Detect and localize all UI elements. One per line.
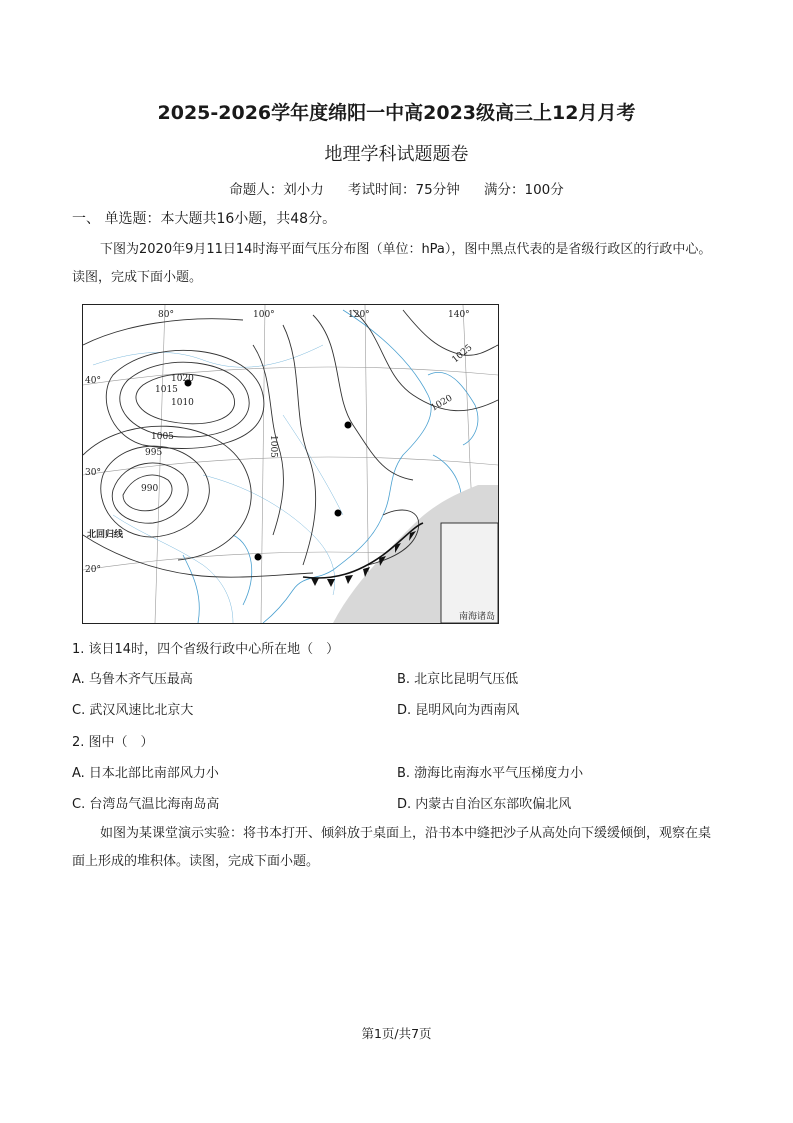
q1-option-c: C. 武汉风速比北京大 [72,703,194,718]
author-label: 命题人：刘小力 [229,182,324,198]
question-1-stem: 1. 该日14时，四个省级行政中心所在地（ ） [72,642,340,657]
lat-label: 30° [85,468,101,478]
exam-title: 2025-2026学年度绵阳一中高2023级高三上12月月考 [157,102,636,124]
lon-label: 100° [253,310,275,320]
isobar-label: 1020 [171,374,194,384]
kunming-dot [255,554,262,561]
isobar-label: 990 [141,484,159,494]
isobar-label: 1025 [450,342,475,366]
page-footer: 第1页/共7页 [361,1026,432,1041]
section-heading: 一、 单选题：本大题共16小题，共48分。 [72,211,337,227]
q2-option-a: A. 日本北部比南部风力小 [72,766,219,781]
pressure-map-figure [72,300,510,628]
q2-option-c: C. 台湾岛气温比海南岛高 [72,797,220,812]
wuhan-dot [335,510,342,517]
pressure-map-svg [83,305,498,623]
lat-label: 20° [85,565,101,575]
q1-option-d: D. 昆明风向为西南风 [397,703,520,718]
q1-option-b: B. 北京比昆明气压低 [397,672,519,687]
isobar-label: 1005 [268,435,278,458]
intro-paragraph: 下图为2020年9月11日14时海平面气压分布图（单位：hPa），图中黑点代表的是省级行政区的行政中心。读图，完成下面小题。 [72,242,712,285]
score-label: 满分：100分 [484,182,564,198]
inset-label: 南海诸岛 [459,612,496,622]
isobar-label: 1010 [171,398,194,408]
isobar-label: 995 [145,448,163,458]
south-sea-inset [441,523,498,623]
lon-label: 80° [158,310,174,320]
exam-subtitle: 地理学科试题题卷 [324,144,469,165]
q2-option-d: D. 内蒙古自治区东部吹偏北风 [397,797,572,812]
experiment-paragraph: 如图为某课堂演示实验：将书本打开、倾斜放于桌面上，沿书本中缝把沙子从高处向下缓缓倾倒，观察在桌面上形成的堆积体。读图，完成下面小题。 [72,826,712,869]
q2-option-b: B. 渤海比南海水平气压梯度力小 [397,766,584,781]
exam-meta [0,178,793,198]
lon-label: 120° [348,310,370,320]
lat-label: 40° [85,376,101,386]
capital-dots [185,380,352,561]
isobar-label: 1005 [151,432,174,442]
tropic-label: 北回归线 [87,530,124,540]
isobar-label: 1015 [155,385,178,395]
q1-option-a: A. 乌鲁木齐气压最高 [72,672,193,687]
time-label: 考试时间：75分钟 [348,182,460,198]
isobar-label: 1020 [429,393,455,414]
pressure-map [82,304,499,624]
question-2-stem: 2. 图中（ ） [72,735,154,750]
beijing-dot [345,422,352,429]
lon-label: 140° [448,310,470,320]
